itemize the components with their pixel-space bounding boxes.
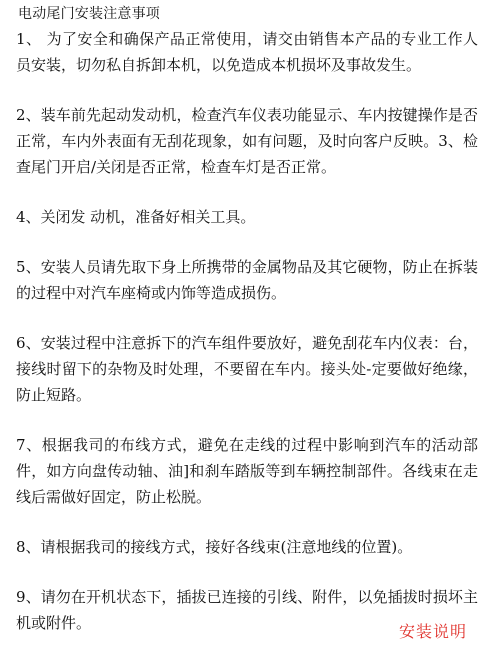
instruction-item-6: 6、安装过程中注意拆下的汽车组件要放好，避免刮花车内仪表：台，接线时留下的杂物及时处理，不要留在车内。接头处-定要做好绝缘，防止短路。 — [16, 334, 478, 404]
document-title: 电动尾门安装注意事项 — [18, 6, 160, 22]
instruction-item-4: 4、关闭发 动机，准备好相关工具。 — [16, 208, 256, 226]
instruction-item-5: 5、安装人员请先取下身上所携带的金属物品及其它硬物，防止在拆装的过程中对汽车座椅或内饰等造成损伤。 — [16, 258, 478, 302]
instruction-item-2: 2、装车前先起动发动机，检查汽车仪表功能显示、车内按键操作是否正常，车内外表面有无刮花现象，如有问题，及时向客户反映。3、检查尾门开启/关闭是否正常，检查车灯是否正常。 — [16, 106, 478, 176]
instruction-item-7: 7、根据我司的布线方式，避免在走线的过程中影响到汽车的活动部件，如方向盘传动轴、油]和刹车踏版等到车辆控制部件。各线束在走线后需做好固定，防止松脱。 — [16, 436, 478, 506]
footer-label: 安装说明 — [398, 622, 467, 641]
instruction-item-8: 8、请根据我司的接线方式，接好各线束(注意地线的位置)。 — [16, 538, 413, 556]
instruction-item-9: 9、请勿在开机状态下，插拔已连接的引线、附件，以免插拔时损坏主机或附件。 — [16, 588, 478, 632]
instruction-item-1: 1、 为了安全和确保产品正常使用，请交由销售本产品的专业工作人员安装，切勿私自拆卸本机，以免造成本机损坏及事故发生。 — [16, 30, 478, 74]
instruction-document — [16, 4, 478, 636]
